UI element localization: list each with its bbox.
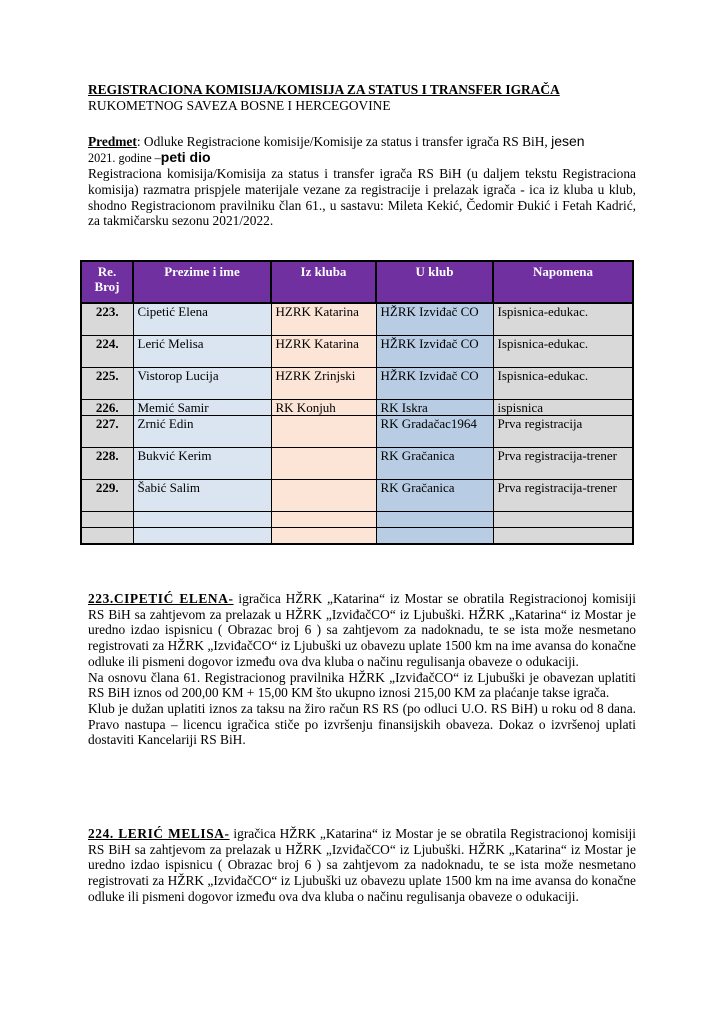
player-name: [133, 512, 271, 528]
player-name: Šabić Salim: [133, 480, 271, 512]
note: Prva registracija-trener: [493, 480, 633, 512]
note: Ispisnica-edukac.: [493, 336, 633, 368]
note: Prva registracija-trener: [493, 448, 633, 480]
subject-season: jesen: [551, 133, 585, 150]
player-name: Cipetić Elena: [133, 303, 271, 336]
from-club: [271, 448, 376, 480]
column-header-from-club: Iz kluba: [271, 261, 376, 303]
row-number: 225.: [81, 368, 133, 400]
decision-223-heading: 223.CIPETIĆ ELENA-: [88, 591, 234, 606]
table-row: [81, 512, 633, 528]
table-row: [81, 416, 633, 448]
row-number: [81, 528, 133, 545]
subject-year: 2021. godine –: [88, 150, 161, 165]
registration-table: [80, 260, 634, 545]
note: Ispisnica-edukac.: [493, 368, 633, 400]
subject-text: : Odluke Registracione komisije/Komisije za status i transfer igrača RS BiH,: [136, 134, 552, 150]
player-name: Zrnić Edin: [133, 416, 271, 448]
subject-label: Predmet: [88, 134, 137, 150]
table-row: [81, 303, 633, 336]
table-row: [81, 480, 633, 512]
to-club: RK Gračanica: [376, 448, 493, 480]
to-club: HŽRK Izviđač CO: [376, 303, 493, 336]
to-club: HŽRK Izviđač CO: [376, 336, 493, 368]
column-header-name: Prezime i ime: [133, 261, 271, 303]
table-header-row: [81, 261, 633, 303]
to-club: RK Iskra: [376, 400, 493, 416]
row-number: [81, 512, 133, 528]
decision-224: [88, 826, 636, 905]
intro-paragraph: Registraciona komisija/Komisija za status i transfer igrača RS BiH (u daljem tekstu Registraciona komisija) razmatra prispjele materijale vezane za registracije i prelazak igrača - ica iz kluba u klub, shodno Registracionom pravilniku član 61., u sastavu: Mileta Kekić, Čedomir Đukić i Fetah Kadrić, za takmičarsku sezonu 2021/2022.: [88, 166, 636, 229]
player-name: Vistorop Lucija: [133, 368, 271, 400]
to-club: RK Gračanica: [376, 480, 493, 512]
to-club: [376, 512, 493, 528]
player-name: Lerić Melisa: [133, 336, 271, 368]
decision-223-text: igračica HŽRK „Katarina“ iz Mostar se obratila Registracionoj komisiji RS BiH sa zahtjevom za prelazak u HŽRK „IzviđačCO“ iz Ljubuški. HŽRK „Katarina“ iz Mostar je uredno izdao ispisnicu ( Obrazac broj 6 ) sa zahtjevom za nadoknadu, te se ista može nesmetano registrovati za HŽRK „IzviđačCO“ iz Ljubuški uz obavezu uplate 1500 km na ime avansa do konačne odluke ili pismeni dogovor između ova dva kluba o načinu regulisanja obaveze o odukaciji.: [88, 591, 637, 669]
row-number: 223.: [81, 303, 133, 336]
document-header: [88, 82, 636, 229]
from-club: RK Konjuh: [271, 400, 376, 416]
document-title: REGISTRACIONA KOMISIJA/KOMISIJA ZA STATUS I TRANSFER IGRAČA: [88, 82, 560, 97]
decision-224-text: igračica HŽRK „Katarina“ iz Mostar je se obratila Registracionoj komisiji RS BiH sa zahtjevom za prelazak u HŽRK „IzviđačCO“ iz Ljubuški. HŽRK „Katarina“ iz Mostar je uredno izdao ispisnicu ( Obrazac broj 6 ) sa zahtjevom za nadoknadu, te se ista može nesmetano registrovati za HŽRK „IzviđačCO“ iz Ljubuški uz obavezu uplate 1500 km na ime avansa do konačne odluke ili pismeni dogovor između ova dva kluba o načinu regulisanja obaveze o odukaciji.: [88, 826, 636, 904]
row-number: 224.: [81, 336, 133, 368]
from-club: HZRK Katarina: [271, 303, 376, 336]
decision-224-heading: 224. LERIĆ MELISA-: [88, 826, 230, 841]
row-number: 229.: [81, 480, 133, 512]
to-club: HŽRK Izviđač CO: [376, 368, 493, 400]
from-club: [271, 528, 376, 545]
decision-223-fee-text: Na osnovu člana 61. Registracionog pravilnika HŽRK „IzviđačCO“ iz Ljubuški je obavezan uplatiti RS BiH iznos od 200,00 KM + 15,00 KM što ukupno iznosi 215,00 KM za plaćanje takse igrača.: [88, 669, 636, 701]
note: [493, 512, 633, 528]
from-club: [271, 416, 376, 448]
subject-line: [88, 134, 636, 166]
player-name: [133, 528, 271, 545]
note: Prva registracija: [493, 416, 633, 448]
player-name: Memić Samir: [133, 400, 271, 416]
document-subtitle: RUKOMETNOG SAVEZA BOSNE I HERCEGOVINE: [88, 97, 391, 113]
table-row: [81, 448, 633, 480]
column-header-to-club: U klub: [376, 261, 493, 303]
decision-223: [88, 591, 636, 748]
to-club: [376, 528, 493, 545]
subject-part: peti dio: [160, 148, 211, 165]
table-row: [81, 400, 633, 416]
decision-223-payment-text: Klub je dužan uplatiti iznos za taksu na žiro račun RS RS (po odluci U.O. RS BiH) u roku od 8 dana. Pravo nastupa – licencu igračica stiče po izvršenju finansijskih obaveza. Dokaz o izvršenoj uplati dostaviti Kancelariji RS BiH.: [88, 700, 636, 748]
row-number: 228.: [81, 448, 133, 480]
note: Ispisnica-edukac.: [493, 303, 633, 336]
to-club: RK Gradačac1964: [376, 416, 493, 448]
column-header-number: Re. Broj: [81, 261, 133, 303]
player-name: Bukvić Kerim: [133, 448, 271, 480]
row-number: 226.: [81, 400, 133, 416]
note: ispisnica: [493, 400, 633, 416]
column-header-note: Napomena: [493, 261, 633, 303]
table-row: [81, 368, 633, 400]
table-row: [81, 336, 633, 368]
from-club: HZRK Katarina: [271, 336, 376, 368]
from-club: [271, 480, 376, 512]
note: [493, 528, 633, 545]
row-number: 227.: [81, 416, 133, 448]
table-row: [81, 528, 633, 545]
from-club: [271, 512, 376, 528]
from-club: HZRK Zrinjski: [271, 368, 376, 400]
